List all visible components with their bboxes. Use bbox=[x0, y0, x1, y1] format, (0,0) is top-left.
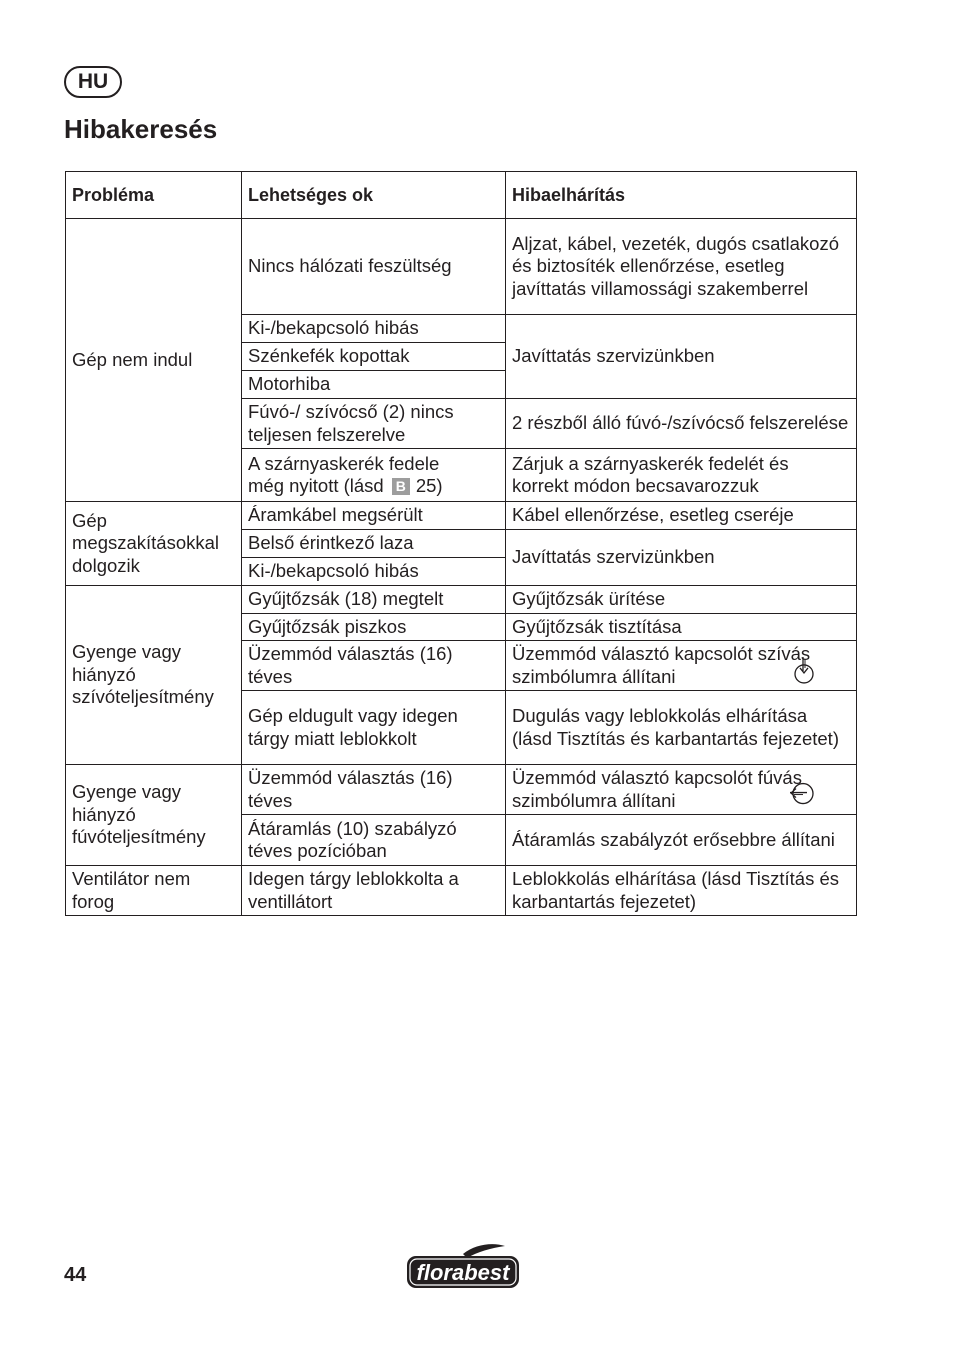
column-header-problem: Probléma bbox=[66, 172, 242, 219]
suction-mode-icon bbox=[792, 655, 816, 689]
cause-cell: Nincs hálózati feszültség bbox=[242, 219, 506, 315]
cause-cell: Ki-/bekapcsoló hibás bbox=[242, 558, 506, 586]
problem-cell: Gyenge vagy hiányzó fúvóteljesítmény bbox=[66, 765, 242, 866]
table-row bbox=[66, 502, 857, 530]
language-code: HU bbox=[77, 70, 109, 93]
solution-cell: Gyűjtőzsák ürítése bbox=[506, 586, 857, 614]
figure-reference-badge: B bbox=[392, 478, 410, 495]
cause-cell: Motorhiba bbox=[242, 371, 506, 399]
solution-cell bbox=[506, 765, 857, 815]
table-row bbox=[66, 866, 857, 916]
solution-cell: 2 részből álló fúvó-/szívócső felszerelése bbox=[506, 399, 857, 449]
solution-cell: Javíttatás szervizünkben bbox=[506, 530, 857, 586]
solution-cell: Javíttatás szervizünkben bbox=[506, 315, 857, 399]
cause-line: még nyitott (lásd bbox=[248, 475, 384, 496]
solution-cell: Kábel ellenőrzése, esetleg cseréje bbox=[506, 502, 857, 530]
cause-cell: Gép eldugult vagy idegen tárgy miatt leblokkolt bbox=[242, 691, 506, 765]
cause-cell: Szénkefék kopottak bbox=[242, 343, 506, 371]
problem-cell: Ventilátor nem forog bbox=[66, 866, 242, 916]
column-header-solution: Hibaelhárítás bbox=[506, 172, 857, 219]
cause-cell: Gyűjtőzsák piszkos bbox=[242, 614, 506, 641]
blow-mode-icon bbox=[788, 780, 816, 812]
solution-cell: Aljzat, kábel, vezeték, dugós csatlakozó és biztosíték ellenőrzése, esetleg javíttatás villamossági szakemberrel bbox=[506, 219, 857, 315]
cause-cell: Áramkábel megsérült bbox=[242, 502, 506, 530]
solution-cell: Gyűjtőzsák tisztítása bbox=[506, 614, 857, 641]
language-badge bbox=[64, 66, 122, 98]
page-number: 44 bbox=[64, 1264, 87, 1286]
table-header-row bbox=[66, 172, 857, 219]
cause-cell: Idegen tárgy leblokkolta a ventillátort bbox=[242, 866, 506, 916]
florabest-logo bbox=[405, 1244, 521, 1295]
cause-cell: Gyűjtőzsák (18) megtelt bbox=[242, 586, 506, 614]
page-title: Hibakeresés bbox=[64, 114, 218, 144]
table-row bbox=[66, 586, 857, 614]
cause-line: A szárnyaskerék fedele bbox=[248, 452, 440, 474]
solution-cell: Átáramlás szabályzót erősebbre állítani bbox=[506, 815, 857, 866]
table-row bbox=[66, 765, 857, 815]
column-header-cause: Lehetséges ok bbox=[242, 172, 506, 219]
solution-cell bbox=[506, 641, 857, 691]
solution-cell: Leblokkolás elhárítása (lásd Tisztítás és karbantartás fejezetet) bbox=[506, 866, 857, 916]
solution-cell: Dugulás vagy leblokkolás elhárítása (lásd Tisztítás és karbantartás fejezetet) bbox=[506, 691, 857, 765]
cause-cell: Üzemmód választás (16) téves bbox=[242, 765, 506, 815]
cause-cell: Fúvó-/ szívócső (2) nincs teljesen felszerelve bbox=[242, 399, 506, 449]
table-row bbox=[66, 219, 857, 315]
cause-cell: Ki-/bekapcsoló hibás bbox=[242, 315, 506, 343]
brand-name: florabest bbox=[416, 1260, 510, 1285]
cause-cell: Üzemmód választás (16) téves bbox=[242, 641, 506, 691]
problem-cell: Gép nem indul bbox=[66, 219, 242, 502]
cause-cell: Belső érintkező laza bbox=[242, 530, 506, 558]
cause-cell bbox=[242, 449, 506, 502]
solution-text: Üzemmód választó kapcsolót szívás szimbólumra állítani bbox=[512, 643, 811, 687]
figure-reference-number: 25) bbox=[415, 475, 443, 496]
solution-text: Üzemmód választó kapcsolót fúvás szimbólumra állítani bbox=[512, 767, 802, 811]
cause-cell: Átáramlás (10) szabályzó téves pozícióban bbox=[242, 815, 506, 866]
solution-cell: Zárjuk a szárnyaskerék fedelét és korrekt módon becsavarozzuk bbox=[506, 449, 857, 502]
troubleshooting-table bbox=[65, 171, 857, 916]
problem-cell: Gyenge vagy hiányzó szívóteljesítmény bbox=[66, 586, 242, 765]
problem-cell: Gép megszakításokkal dolgozik bbox=[66, 502, 242, 586]
